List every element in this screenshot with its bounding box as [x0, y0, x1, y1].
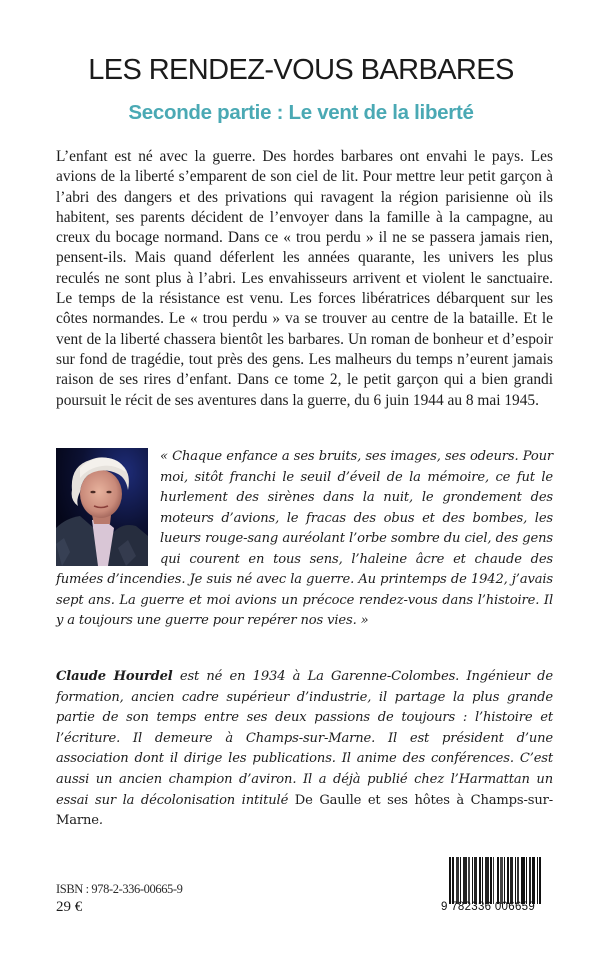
bio-text: est né en 1934 à La Garenne-Colombes. Ingénieur de formation, ancien cadre supérieur d’industrie, il partage la plus grande partie de son temps entre ses deux passions de toujours : l’histoire et l’écriture. Il demeure à Champs-sur-Marne. Il est président d’une association dont il dirige les publications. Il anime des conférences. C’est aussi un ancien champion d’aviron. Il a déjà publié chez l’Harmattan un essai sur la décolonisation intitulé	[56, 669, 553, 808]
book-subtitle: Seconde partie : Le vent de la liberté	[128, 101, 474, 124]
author-name: Claude Hourdel	[56, 669, 173, 684]
author-photo	[56, 448, 148, 566]
previous-book-title: De Gaulle et ses hôtes à Champs-sur-Marne	[56, 792, 553, 829]
barcode	[441, 857, 555, 915]
book-title: LES RENDEZ-VOUS BARBARES	[88, 54, 514, 86]
isbn: ISBN : 978-2-336-00665-9	[56, 882, 183, 896]
price: 29 €	[56, 899, 83, 915]
author-quote-block	[56, 447, 553, 632]
barcode-bars	[449, 857, 553, 904]
author-quote: « Chaque enfance a ses bruits, ses images, ses odeurs. Pour moi, sitôt franchi le seuil d’éveil de la mémoire, ce fut le hurlement des sirènes dans la nuit, le grondement des moteurs d’avions, le fracas des obus et des bombes, les lueurs rouge-sang auréolant l’orbe sombre du ciel, des gens qui courent en tous sens, l’haleine âcre et chaude des fumées d’incendies. Je suis né avec la guerre. Au printemps de 1942, j’avais sept ans. La guerre et moi avions un précoce rendez-vous dans l’histoire. Il y a toujours une guerre pour repérer nos vies. »	[56, 449, 553, 628]
author-bio	[56, 667, 553, 832]
barcode-digits: 9 782336 006659	[441, 901, 536, 913]
book-blurb: L’enfant est né avec la guerre. Des hordes barbares ont envahi le pays. Les avions de la liberté s’emparent de son ciel de lit. Pour mettre leur petit garçon à l’abri des dangers et des privations qui ravagent la région parisienne où ils habitent, ses parents décident de l’envoyer dans la famille à la campagne, au creux du bocage normand. Dans ce « trou perdu » il ne se passera jamais rien, pensent-ils. Mais quand déferlent les années quarante, les univers les plus reculés ne sont plus à l’abri. Les envahisseurs arrivent et violent le sanctuaire. Le temps de la résistance est venu. Les forces libératrices débarquent sur les côtes normandes. Le « trou perdu » va se trouver au centre de la bataille. Et le vent de la liberté chassera bientôt les barbares. Un roman de bonheur et d’espoir sur fond de tragédie, tout près des gens. Les malheurs du temps n’eurent jamais raison de ses rires d’enfant. Dans ce tome 2, le petit garçon qui a bien grandi poursuit le récit de ses aventures dans la guerre, du 6 juin 1944 au 8 mai 1945.	[56, 148, 553, 409]
bio-end: .	[98, 813, 103, 829]
